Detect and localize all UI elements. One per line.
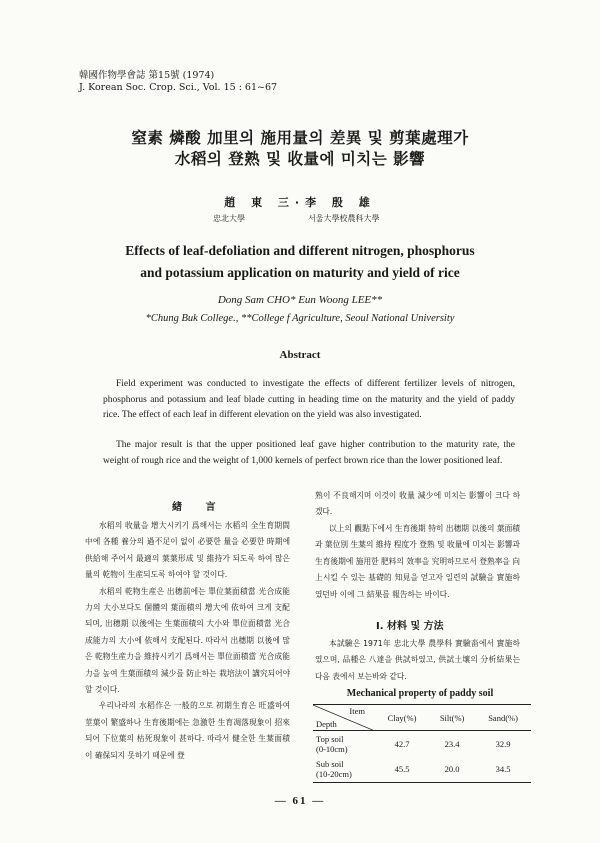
- table-cell: 23.4: [444, 738, 460, 749]
- table-cell: 42.7: [394, 738, 410, 749]
- row-label: [313, 757, 375, 783]
- row-label-line-2: (10-20cm): [316, 769, 352, 780]
- journal-citation: [79, 70, 277, 94]
- abstract-heading: Abstract: [279, 349, 321, 361]
- english-authors: Dong Sam CHO* Eun Woong LEE**: [217, 294, 383, 306]
- korean-title-line-1: 窒素 燐酸 加里의 施用量의 差異 및 剪葉處理가: [131, 129, 469, 147]
- table-row: [313, 757, 531, 783]
- methods-heading: I. 材料 및 方法: [376, 621, 444, 632]
- english-title: [0, 240, 600, 284]
- korean-affiliation-2: 서울大學校農科大學: [308, 214, 380, 223]
- abstract-paragraph-1: Field experiment was conducted to investigate the effects of different fertilizer levels of nitrogen, phosphorus and potassium and leaf blade cutting in heading time on the maturity and the yield of paddy rice. The effect of each leaf in different elevation on the yield was also investigated.: [103, 379, 515, 421]
- english-title-line-2: and potassium application on maturity and yield of rice: [140, 265, 460, 280]
- header-depth-label: Depth: [316, 719, 337, 729]
- introduction-heading: 緖 言: [172, 502, 226, 513]
- abstract-paragraph-2: The major result is that the upper positioned leaf gave higher contribution to the maturity rate, the weight of rough rice and the weight of 1,000 kernels of perfect brown rice than the lower positioned leaf.: [103, 440, 515, 466]
- soil-property-table: [313, 704, 531, 783]
- english-affiliations: *Chung Buk College., **College f Agriculture, Seoul National University: [145, 313, 455, 324]
- column-header-silt: Silt(%): [439, 712, 465, 723]
- table-cell: 34.5: [495, 764, 511, 775]
- intro-paragraph-2: 水稻의 乾物生産은 出穗前에는 單位葉面積當 光合成能力의 大小보다도 個體의 葉面積의 增大에 依하여 크게 支配되며, 出穗期 以後에는 生葉面積의 大小와 單位面積當 光合成能力의 大小에 依해서 支配된다. 따라서 出穗期 以後에 많은 乾物生産力을 維持시키기 爲해서는 單位面積當 光合成能力을 높여 生葉面積의 減少를 防止하는 栽培法이 講究되어야 할 것이다.: [85, 586, 290, 695]
- korean-title: [0, 128, 600, 170]
- table-title: Mechanical property of paddy soil: [346, 688, 494, 699]
- table-cell: 45.5: [394, 764, 410, 775]
- intro-paragraph-continued: 熟이 不良해지며 이것이 收量 減少에 미치는 影響이 크다 하겠다.: [315, 491, 520, 517]
- intro-paragraph-5: 以上의 觀點下에서 生育後期 特히 出穗期 以後의 葉面積과 葉位別 生葉의 維持 程度가 登熟 및 收量에 미치는 影響과 生育後期에 施用한 肥料의 效率을 究明하므로서 登熟率을 向上시킬 수 있는 基礎的 知見을 얻고자 일련의 試驗을 實施하였던바 이에 그 結果를 報告하는 바이다.: [315, 524, 520, 599]
- intro-paragraph-3: 우리나라의 水稻作은 一般的으로 初期生育은 旺盛하여 莖葉이 繁盛하나 生育後期에는 急激한 生育凋落現象이 招來되어 下位葉의 枯死現象이 甚하다. 따라서 健全한 生葉面積이 確保되지 못하기 때문에 登: [85, 701, 290, 760]
- korean-title-line-2: 水稻의 登熟 및 收量에 미치는 影響: [174, 150, 426, 168]
- korean-affiliation-1: 忠北大學: [213, 214, 245, 223]
- row-label-line-1: Top soil: [316, 733, 344, 744]
- table-cell: 20.0: [444, 764, 460, 775]
- table-header-row: [313, 705, 531, 731]
- row-label: [313, 731, 375, 757]
- column-header-sand: Sand(%): [488, 712, 518, 723]
- table-row: [313, 731, 531, 757]
- table-cell: 32.9: [495, 738, 511, 749]
- row-label-line-1: Sub soil: [316, 759, 344, 770]
- left-column: [85, 518, 290, 764]
- methods-paragraph-1: 本試驗은 1971年 忠北大學 農學科 實驗畓에서 實施하였으며, 品種은 八達을 供試하였고, 供試土壤의 分析結果는 다음 表에서 보는바와 같다.: [315, 639, 520, 681]
- header-item-label: Item: [349, 706, 365, 716]
- korean-authors: 趙 東 三·李 殷 雄: [224, 196, 376, 209]
- column-header-clay: Clay(%): [387, 712, 417, 723]
- intro-paragraph-1: 水稻의 收量을 增大시키기 爲해서는 水稻의 全生育期間中에 各種 養分의 過不足이 없이 必要한 量을 必要한 時期에 供給해 주어서 最適의 葉葉形成 및 維持가 되도록 하여 많은 量의 乾物이 生産되도록 하여야 할 것이다.: [85, 521, 290, 580]
- journal-line-english: J. Korean Soc. Crop. Sci., Vol. 15 : 61~67: [79, 82, 278, 93]
- english-title-line-1: Effects of leaf-defoliation and different nitrogen, phosphorus: [125, 243, 475, 258]
- table-corner-cell: [313, 705, 375, 731]
- row-label-line-2: (0-10cm): [316, 743, 348, 754]
- journal-line-korean: 韓國作物學會誌 第15號 (1974): [79, 70, 215, 81]
- page-number: — 61 —: [274, 795, 326, 807]
